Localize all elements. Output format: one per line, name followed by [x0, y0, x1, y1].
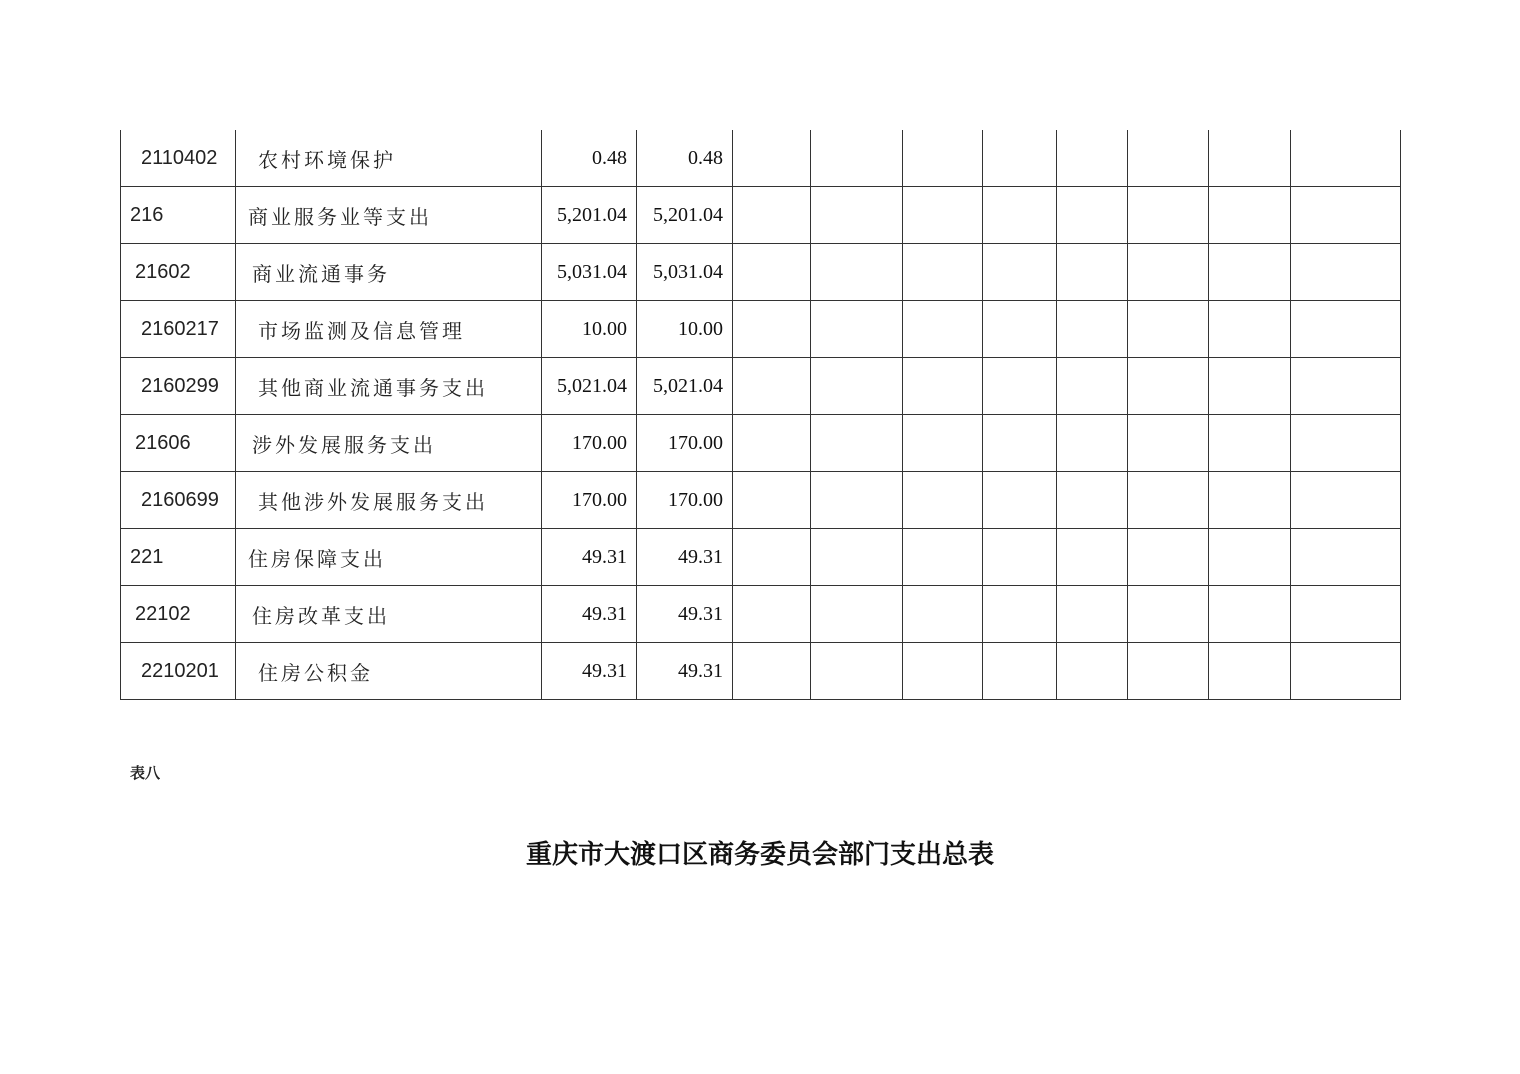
empty-cell [733, 529, 811, 586]
empty-cell [1291, 586, 1401, 643]
empty-cell [1057, 358, 1128, 415]
empty-cell [733, 472, 811, 529]
row-item-name: 其他商业流通事务支出 [236, 358, 542, 415]
row-total: 49.31 [542, 643, 637, 700]
empty-cell [1291, 130, 1401, 187]
empty-cell [1291, 301, 1401, 358]
empty-cell [1128, 358, 1209, 415]
empty-cell [903, 472, 983, 529]
empty-cell [811, 586, 903, 643]
row-item-name: 住房公积金 [236, 643, 542, 700]
row-code: 22102 [121, 586, 236, 643]
empty-cell [983, 301, 1057, 358]
row-total: 49.31 [542, 586, 637, 643]
empty-cell [811, 415, 903, 472]
table-row [121, 358, 1401, 415]
empty-cell [733, 586, 811, 643]
empty-cell [1128, 301, 1209, 358]
empty-cell [1128, 586, 1209, 643]
empty-cell [1209, 472, 1291, 529]
row-code: 221 [121, 529, 236, 586]
empty-cell [811, 472, 903, 529]
row-code: 2110402 [121, 130, 236, 187]
empty-cell [1291, 358, 1401, 415]
empty-cell [1057, 415, 1128, 472]
row-basic-expenditure: 170.00 [637, 415, 733, 472]
empty-cell [903, 415, 983, 472]
empty-cell [811, 130, 903, 187]
row-basic-expenditure: 5,201.04 [637, 187, 733, 244]
row-basic-expenditure: 49.31 [637, 529, 733, 586]
empty-cell [1209, 130, 1291, 187]
empty-cell [983, 586, 1057, 643]
empty-cell [983, 643, 1057, 700]
empty-cell [903, 130, 983, 187]
table-label: 表八 [130, 764, 161, 782]
row-item-name: 市场监测及信息管理 [236, 301, 542, 358]
row-total: 5,021.04 [542, 358, 637, 415]
row-basic-expenditure: 10.00 [637, 301, 733, 358]
empty-cell [1057, 472, 1128, 529]
empty-cell [1057, 643, 1128, 700]
empty-cell [1057, 130, 1128, 187]
empty-cell [733, 244, 811, 301]
empty-cell [983, 244, 1057, 301]
empty-cell [1128, 187, 1209, 244]
row-code: 216 [121, 187, 236, 244]
empty-cell [811, 529, 903, 586]
empty-cell [1291, 529, 1401, 586]
row-basic-expenditure: 0.48 [637, 130, 733, 187]
table-row [121, 187, 1401, 244]
budget-table [120, 130, 1401, 700]
empty-cell [733, 301, 811, 358]
empty-cell [983, 187, 1057, 244]
empty-cell [1291, 415, 1401, 472]
empty-cell [1057, 529, 1128, 586]
row-item-name: 商业服务业等支出 [236, 187, 542, 244]
table-row [121, 529, 1401, 586]
empty-cell [1209, 187, 1291, 244]
empty-cell [811, 244, 903, 301]
row-item-name: 住房改革支出 [236, 586, 542, 643]
page-title: 重庆市大渡口区商务委员会部门支出总表 [525, 840, 994, 870]
row-basic-expenditure: 49.31 [637, 586, 733, 643]
empty-cell [903, 586, 983, 643]
row-basic-expenditure: 170.00 [637, 472, 733, 529]
empty-cell [1209, 415, 1291, 472]
empty-cell [1057, 586, 1128, 643]
row-total: 49.31 [542, 529, 637, 586]
empty-cell [1291, 244, 1401, 301]
row-basic-expenditure: 49.31 [637, 643, 733, 700]
empty-cell [811, 643, 903, 700]
empty-cell [1209, 301, 1291, 358]
table-body [121, 130, 1401, 700]
empty-cell [1057, 187, 1128, 244]
empty-cell [903, 187, 983, 244]
table-row [121, 643, 1401, 700]
row-code: 2210201 [121, 643, 236, 700]
empty-cell [1291, 643, 1401, 700]
table-row [121, 244, 1401, 301]
empty-cell [903, 244, 983, 301]
empty-cell [1128, 472, 1209, 529]
row-item-name: 涉外发展服务支出 [236, 415, 542, 472]
row-item-name: 其他涉外发展服务支出 [236, 472, 542, 529]
empty-cell [811, 301, 903, 358]
row-total: 10.00 [542, 301, 637, 358]
empty-cell [1209, 244, 1291, 301]
empty-cell [903, 529, 983, 586]
empty-cell [983, 529, 1057, 586]
table-row [121, 415, 1401, 472]
empty-cell [733, 358, 811, 415]
empty-cell [1128, 529, 1209, 586]
row-item-name: 商业流通事务 [236, 244, 542, 301]
row-total: 170.00 [542, 415, 637, 472]
row-total: 0.48 [542, 130, 637, 187]
empty-cell [733, 187, 811, 244]
row-total: 5,201.04 [542, 187, 637, 244]
row-code: 21602 [121, 244, 236, 301]
empty-cell [983, 472, 1057, 529]
row-basic-expenditure: 5,021.04 [637, 358, 733, 415]
empty-cell [733, 130, 811, 187]
empty-cell [1128, 130, 1209, 187]
row-total: 5,031.04 [542, 244, 637, 301]
empty-cell [1209, 358, 1291, 415]
empty-cell [811, 187, 903, 244]
empty-cell [983, 415, 1057, 472]
table-row [121, 301, 1401, 358]
empty-cell [1291, 187, 1401, 244]
row-item-name: 农村环境保护 [236, 130, 542, 187]
row-code: 2160217 [121, 301, 236, 358]
empty-cell [903, 643, 983, 700]
row-code: 2160699 [121, 472, 236, 529]
row-total: 170.00 [542, 472, 637, 529]
empty-cell [983, 358, 1057, 415]
row-code: 2160299 [121, 358, 236, 415]
empty-cell [1128, 244, 1209, 301]
table-row [121, 130, 1401, 187]
empty-cell [811, 358, 903, 415]
empty-cell [1209, 643, 1291, 700]
row-item-name: 住房保障支出 [236, 529, 542, 586]
table-row [121, 472, 1401, 529]
empty-cell [1057, 301, 1128, 358]
empty-cell [1291, 472, 1401, 529]
empty-cell [903, 358, 983, 415]
empty-cell [1209, 586, 1291, 643]
table-row [121, 586, 1401, 643]
row-code: 21606 [121, 415, 236, 472]
empty-cell [903, 301, 983, 358]
empty-cell [983, 130, 1057, 187]
row-basic-expenditure: 5,031.04 [637, 244, 733, 301]
empty-cell [1057, 244, 1128, 301]
empty-cell [1209, 529, 1291, 586]
empty-cell [733, 643, 811, 700]
empty-cell [1128, 643, 1209, 700]
empty-cell [733, 415, 811, 472]
empty-cell [1128, 415, 1209, 472]
